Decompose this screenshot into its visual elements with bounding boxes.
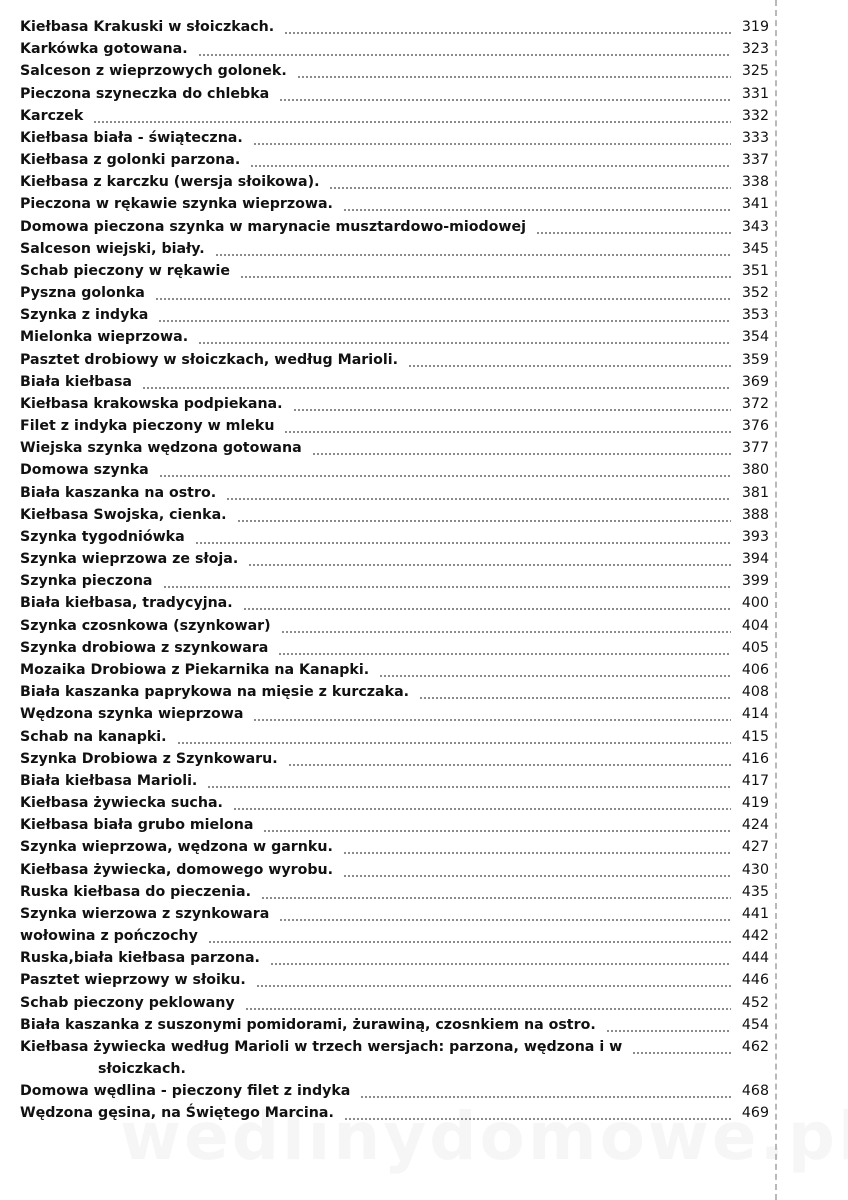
toc-entry-title	[20, 38, 188, 60]
toc-entry-title-text: Ruska,biała kiełbasa parzona.	[20, 950, 260, 967]
dot-leader	[240, 260, 731, 282]
toc-entry[interactable]	[20, 992, 769, 1014]
toc-entry-title-text: Szynka Drobiowa z Szynkowaru.	[20, 750, 278, 767]
toc-entry-title	[20, 282, 145, 304]
toc-entry-title	[20, 105, 83, 127]
dot-leader	[158, 304, 731, 326]
toc-entry[interactable]	[20, 836, 769, 858]
toc-entry-title-text: Pieczona szyneczka do chlebka	[20, 85, 270, 102]
toc-entry-title	[20, 83, 269, 105]
toc-entry-title	[20, 814, 253, 836]
dot-leader	[207, 770, 731, 792]
toc-entry-title-text: Ruska kiełbasa do pieczenia.	[20, 883, 251, 900]
toc-entry-page-number: 381	[741, 484, 769, 501]
toc-entry-page-number: 359	[741, 351, 769, 368]
dot-leader	[419, 681, 731, 703]
toc-entry-title-text: Kiełbasa Swojska, cienka.	[20, 506, 227, 523]
toc-entry-title	[20, 859, 333, 881]
dot-leader	[253, 703, 731, 725]
dot-leader	[253, 127, 731, 149]
toc-entry-page-number: 424	[741, 817, 769, 834]
toc-entry[interactable]	[20, 127, 769, 149]
toc-entry-title-text: Biała kiełbasa, tradycyjna.	[20, 595, 233, 612]
dot-leader	[343, 193, 731, 215]
toc-entry[interactable]	[20, 171, 769, 193]
dot-leader	[297, 60, 731, 82]
dot-leader	[536, 216, 731, 238]
dot-leader	[293, 393, 731, 415]
toc-entry[interactable]	[20, 260, 769, 282]
toc-entry-title	[20, 792, 223, 814]
toc-entry-title-text: Szynka czosnkowa (szynkowar)	[20, 617, 271, 634]
toc-entry-page-number: 354	[741, 329, 769, 346]
toc-entry[interactable]	[20, 859, 769, 881]
toc-entry-title-text: Szynka pieczona	[20, 573, 153, 590]
toc-entry-title-text: Pyszna golonka	[20, 285, 145, 302]
toc-entry[interactable]	[20, 748, 769, 770]
toc-entry[interactable]	[20, 105, 769, 127]
toc-entry-page-number: 404	[741, 617, 769, 634]
dot-leader	[142, 371, 731, 393]
toc-entry[interactable]	[20, 548, 769, 570]
toc-entry-page-number: 442	[741, 928, 769, 945]
toc-entry-title-text: Filet z indyka pieczony w mleku	[20, 418, 275, 435]
toc-entry[interactable]	[20, 60, 769, 82]
dot-leader	[284, 415, 731, 437]
toc-entry-title	[20, 615, 271, 637]
toc-entry-title-text: Karkówka gotowana.	[20, 41, 188, 58]
dot-leader	[226, 482, 731, 504]
dot-leader	[198, 38, 731, 60]
toc-entry-title	[20, 592, 233, 614]
dot-leader	[329, 171, 731, 193]
dot-leader	[379, 659, 731, 681]
toc-entry[interactable]	[20, 437, 769, 459]
toc-entry-page-number: 405	[741, 639, 769, 656]
toc-entry-title-text: Biała kaszanka z suszonymi pomidorami, żurawiną, czosnkiem na ostro.	[20, 1016, 596, 1033]
toc-entry-title	[20, 548, 238, 570]
dot-leader	[163, 570, 731, 592]
toc-entry[interactable]	[20, 570, 769, 592]
toc-entry-page-number: 323	[741, 41, 769, 58]
dot-leader	[248, 548, 731, 570]
dot-leader	[233, 792, 731, 814]
dot-leader	[343, 836, 731, 858]
toc-entry-page-number: 338	[741, 174, 769, 191]
toc-entry-page-number: 388	[741, 506, 769, 523]
toc-entry-title-text: Szynka drobiowa z szynkowara	[20, 639, 269, 656]
toc-entry[interactable]	[20, 881, 769, 903]
toc-entry-title-text: wołowina z pończochy	[20, 928, 198, 945]
toc-entry[interactable]	[20, 415, 769, 437]
toc-entry-title-continuation: słoiczkach.	[98, 1060, 186, 1077]
toc-entry-title	[20, 60, 287, 82]
toc-entry[interactable]	[20, 16, 769, 38]
dot-leader	[284, 16, 731, 38]
toc-entry-page-number: 353	[741, 307, 769, 324]
toc-entry-title	[20, 326, 188, 348]
toc-entry-page-number: 319	[741, 19, 769, 35]
toc-entry-page-number: 427	[741, 839, 769, 856]
toc-entry-page-number: 430	[741, 861, 769, 878]
toc-entry-page-number: 462	[741, 1038, 769, 1055]
toc-entry[interactable]	[20, 770, 769, 792]
toc-entry-title-text: Kiełbasa żywiecka sucha.	[20, 795, 223, 812]
toc-entry[interactable]	[20, 1102, 769, 1124]
toc-entry-title-text: Biała kaszanka paprykowa na mięsie z kurczaka.	[20, 684, 410, 701]
dot-leader	[408, 349, 731, 371]
toc-entry[interactable]	[20, 393, 769, 415]
toc-entry-title-text: Szynka wieprzowa ze słoja.	[20, 551, 239, 568]
toc-entry-title-text: Mielonka wieprzowa.	[20, 329, 189, 346]
toc-entry[interactable]	[20, 726, 769, 748]
toc-entry-title-text: Salceson z wieprzowych golonek.	[20, 63, 287, 80]
toc-entry-title	[20, 16, 274, 38]
toc-entry-page-number: 352	[741, 285, 769, 302]
toc-entry-page-number: 419	[741, 795, 769, 812]
toc-entry-page-number: 343	[741, 218, 769, 235]
dot-leader	[632, 1036, 731, 1058]
toc-entry[interactable]	[20, 216, 769, 238]
toc-entry[interactable]	[20, 1080, 769, 1102]
toc-entry-title	[20, 1080, 350, 1102]
toc-entry-title	[20, 992, 235, 1014]
toc-entry[interactable]	[20, 282, 769, 304]
toc-entry-title	[20, 349, 398, 371]
toc-entry-title	[20, 459, 149, 481]
toc-entry-page-number: 441	[741, 905, 769, 922]
toc-entry[interactable]	[20, 703, 769, 725]
toc-entry[interactable]	[20, 304, 769, 326]
toc-entry-page-number: 394	[741, 551, 769, 568]
toc-entry-title	[20, 748, 278, 770]
toc-entry[interactable]	[20, 659, 769, 681]
dot-leader	[279, 83, 731, 105]
toc-entry-title-text: Schab na kanapki.	[20, 728, 167, 745]
toc-entry-title-text: Schab pieczony w rękawie	[20, 262, 231, 279]
toc-entry-page-number: 435	[741, 883, 769, 900]
toc-entry-title	[20, 304, 148, 326]
toc-entry[interactable]	[20, 326, 769, 348]
toc-entry-page-number: 369	[741, 373, 769, 390]
toc-entry-page-number: 325	[741, 63, 769, 80]
dot-leader	[250, 149, 731, 171]
toc-entry-page-number: 380	[741, 462, 769, 479]
toc-entry[interactable]	[20, 482, 769, 504]
toc-entry-title	[20, 260, 230, 282]
dot-leader	[195, 526, 731, 548]
toc-entry-page-number: 414	[741, 706, 769, 723]
toc-entry-page-number: 331	[741, 85, 769, 102]
dot-leader	[360, 1080, 731, 1102]
toc-entry-page-number: 337	[741, 152, 769, 169]
toc-entry-title-text: Wędzona gęsina, na Świętego Marcina.	[20, 1105, 334, 1122]
dot-leader	[270, 947, 731, 969]
toc-entry-page-number: 452	[741, 994, 769, 1011]
dot-leader	[606, 1014, 731, 1036]
toc-entry-title-text: Biała kiełbasa	[20, 373, 132, 390]
toc-entry-title-text: Mozaika Drobiowa z Piekarnika na Kanapki.	[20, 661, 370, 678]
dot-leader	[312, 437, 731, 459]
toc-entry-title	[20, 726, 167, 748]
toc-entry-page-number: 345	[741, 240, 769, 257]
toc-entry-title	[20, 238, 205, 260]
toc-entry-title	[20, 881, 251, 903]
toc-entry-title-text: Kiełbasa żywiecka, domowego wyrobu.	[20, 861, 334, 878]
toc-entry-title-text: Karczek	[20, 107, 84, 124]
toc-entry-title	[20, 659, 369, 681]
toc-entry-page-number: 416	[741, 750, 769, 767]
toc-entry-title	[20, 925, 198, 947]
toc-entry[interactable]	[20, 238, 769, 260]
toc-entry-title	[20, 703, 243, 725]
toc-entry-page-number: 351	[741, 262, 769, 279]
toc-entry[interactable]	[20, 504, 769, 526]
dot-leader	[198, 326, 731, 348]
dot-leader	[177, 726, 731, 748]
toc-entry[interactable]	[20, 792, 769, 814]
dot-leader	[279, 903, 731, 925]
toc-entry-title-text: Kiełbasa z karczku (wersja słoikowa).	[20, 174, 320, 191]
toc-entry-title-text: Szynka wierzowa z szynkowara	[20, 905, 270, 922]
toc-entry-title-text: Kiełbasa z golonki parzona.	[20, 152, 241, 169]
toc-entry-page-number: 333	[741, 129, 769, 146]
dot-leader	[159, 459, 731, 481]
dot-leader	[278, 637, 731, 659]
dot-leader	[93, 105, 731, 127]
toc-entry-page-number: 444	[741, 950, 769, 967]
toc-entry[interactable]	[20, 814, 769, 836]
dot-leader	[281, 615, 731, 637]
toc-entry[interactable]	[20, 969, 769, 991]
toc-entry[interactable]	[20, 903, 769, 925]
dot-leader	[344, 1102, 731, 1124]
toc-entry-title-text: Kiełbasa biała grubo mielona	[20, 817, 254, 834]
toc-entry-title-text: Kiełbasa Krakuski w słoiczkach.	[20, 19, 275, 35]
toc-entry[interactable]	[20, 526, 769, 548]
toc-entry-title	[20, 216, 526, 238]
toc-entry-title-text: Pasztet wieprzowy w słoiku.	[20, 972, 246, 989]
toc-entry-title-text: Salceson wiejski, biały.	[20, 240, 205, 257]
toc-entry-title	[20, 1014, 596, 1036]
toc-entry-page-number: 400	[741, 595, 769, 612]
toc-entry[interactable]	[20, 925, 769, 947]
toc-entry-title	[20, 1102, 334, 1124]
dot-leader	[261, 881, 731, 903]
toc-entry-title	[20, 415, 274, 437]
toc-entry-title-text: Domowa szynka	[20, 462, 149, 479]
toc-entry-title	[20, 836, 333, 858]
toc-entry-page-number: 372	[741, 395, 769, 412]
toc-entry-title-text: Kiełbasa biała - świąteczna.	[20, 129, 243, 146]
toc-entry-title	[20, 637, 268, 659]
toc-entry-title-text: Pasztet drobiowy w słoiczkach, według Marioli.	[20, 351, 399, 368]
toc-entry-title-text: Szynka tygodniówka	[20, 528, 185, 545]
toc-entry-page-number: 408	[741, 684, 769, 701]
toc-entry-title	[20, 969, 246, 991]
toc-entry-title-text: Wędzona szynka wieprzowa	[20, 706, 244, 723]
toc-entry-title	[20, 681, 409, 703]
toc-entry[interactable]	[20, 149, 769, 171]
toc-entry-title	[20, 127, 243, 149]
toc-entry-title	[20, 903, 269, 925]
toc-entry-page-number: 377	[741, 440, 769, 457]
toc-entry-title	[20, 149, 240, 171]
dot-leader	[343, 859, 731, 881]
toc-entry-title	[20, 482, 216, 504]
toc-entry-page-number: 417	[741, 772, 769, 789]
toc-entry-title-text: Biała kaszanka na ostro.	[20, 484, 217, 501]
toc-entry-title-text: Szynka wieprzowa, wędzona w garnku.	[20, 839, 333, 856]
toc-entry[interactable]	[20, 592, 769, 614]
toc-entry[interactable]	[20, 193, 769, 215]
toc-entry[interactable]	[20, 371, 769, 393]
dot-leader	[243, 592, 731, 614]
toc-entry-title-text: Pieczona w rękawie szynka wieprzowa.	[20, 196, 333, 213]
toc-entry-page-number: 406	[741, 661, 769, 678]
dot-leader	[245, 992, 731, 1014]
toc-entry-title-text: Schab pieczony peklowany	[20, 994, 235, 1011]
toc-entry-title	[20, 437, 302, 459]
toc-entry-title	[20, 171, 319, 193]
toc-entry-page-number: 376	[741, 418, 769, 435]
toc-entry-page-number: 399	[741, 573, 769, 590]
toc-entry-title-text: Domowa wędlina - pieczony filet z indyka	[20, 1083, 351, 1100]
toc-entry-title	[20, 1036, 622, 1080]
toc-entry-title	[20, 193, 333, 215]
toc-entry-title-text: Szynka z indyka	[20, 307, 149, 324]
toc-entry-title	[20, 371, 132, 393]
toc-entry[interactable]	[20, 1036, 769, 1080]
toc-entry-page-number: 469	[741, 1105, 769, 1122]
page-edge-divider	[775, 0, 777, 1200]
toc-entry-title-text: Domowa pieczona szynka w marynacie musztardowo-miodowej	[20, 218, 526, 235]
dot-leader	[208, 925, 731, 947]
toc-entry-title	[20, 504, 227, 526]
toc-entry[interactable]	[20, 637, 769, 659]
toc-entry-page-number: 393	[741, 528, 769, 545]
dot-leader	[155, 282, 731, 304]
toc-entry[interactable]	[20, 83, 769, 105]
toc-entry-title-text: Kiełbasa żywiecka według Marioli w trzech wersjach: parzona, wędzona i w	[20, 1038, 623, 1055]
toc-entry-page-number: 332	[741, 107, 769, 124]
dot-leader	[215, 238, 731, 260]
toc-entry-page-number: 415	[741, 728, 769, 745]
toc-entry-page-number: 454	[741, 1016, 769, 1033]
toc-entry-title	[20, 526, 185, 548]
toc-entry[interactable]	[20, 947, 769, 969]
toc-entry[interactable]	[20, 38, 769, 60]
dot-leader	[263, 814, 731, 836]
toc-entry-title	[20, 947, 260, 969]
dot-leader	[237, 504, 731, 526]
toc-entry[interactable]	[20, 459, 769, 481]
toc-entry[interactable]	[20, 349, 769, 371]
toc-entry-title	[20, 570, 153, 592]
dot-leader	[256, 969, 731, 991]
toc-entry[interactable]	[20, 681, 769, 703]
toc-entry-title-text: Biała kiełbasa Marioli.	[20, 772, 198, 789]
dot-leader	[288, 748, 731, 770]
toc-entry[interactable]	[20, 615, 769, 637]
toc-entry[interactable]	[20, 1014, 769, 1036]
table-of-contents	[20, 16, 769, 1125]
toc-entry-title	[20, 770, 197, 792]
toc-entry-page-number: 468	[741, 1083, 769, 1100]
toc-entry-title-text: Wiejska szynka wędzona gotowana	[20, 440, 302, 457]
toc-entry-title	[20, 393, 283, 415]
toc-entry-page-number: 341	[741, 196, 769, 213]
toc-entry-title-text: Kiełbasa krakowska podpiekana.	[20, 395, 283, 412]
toc-entry-page-number: 446	[741, 972, 769, 989]
